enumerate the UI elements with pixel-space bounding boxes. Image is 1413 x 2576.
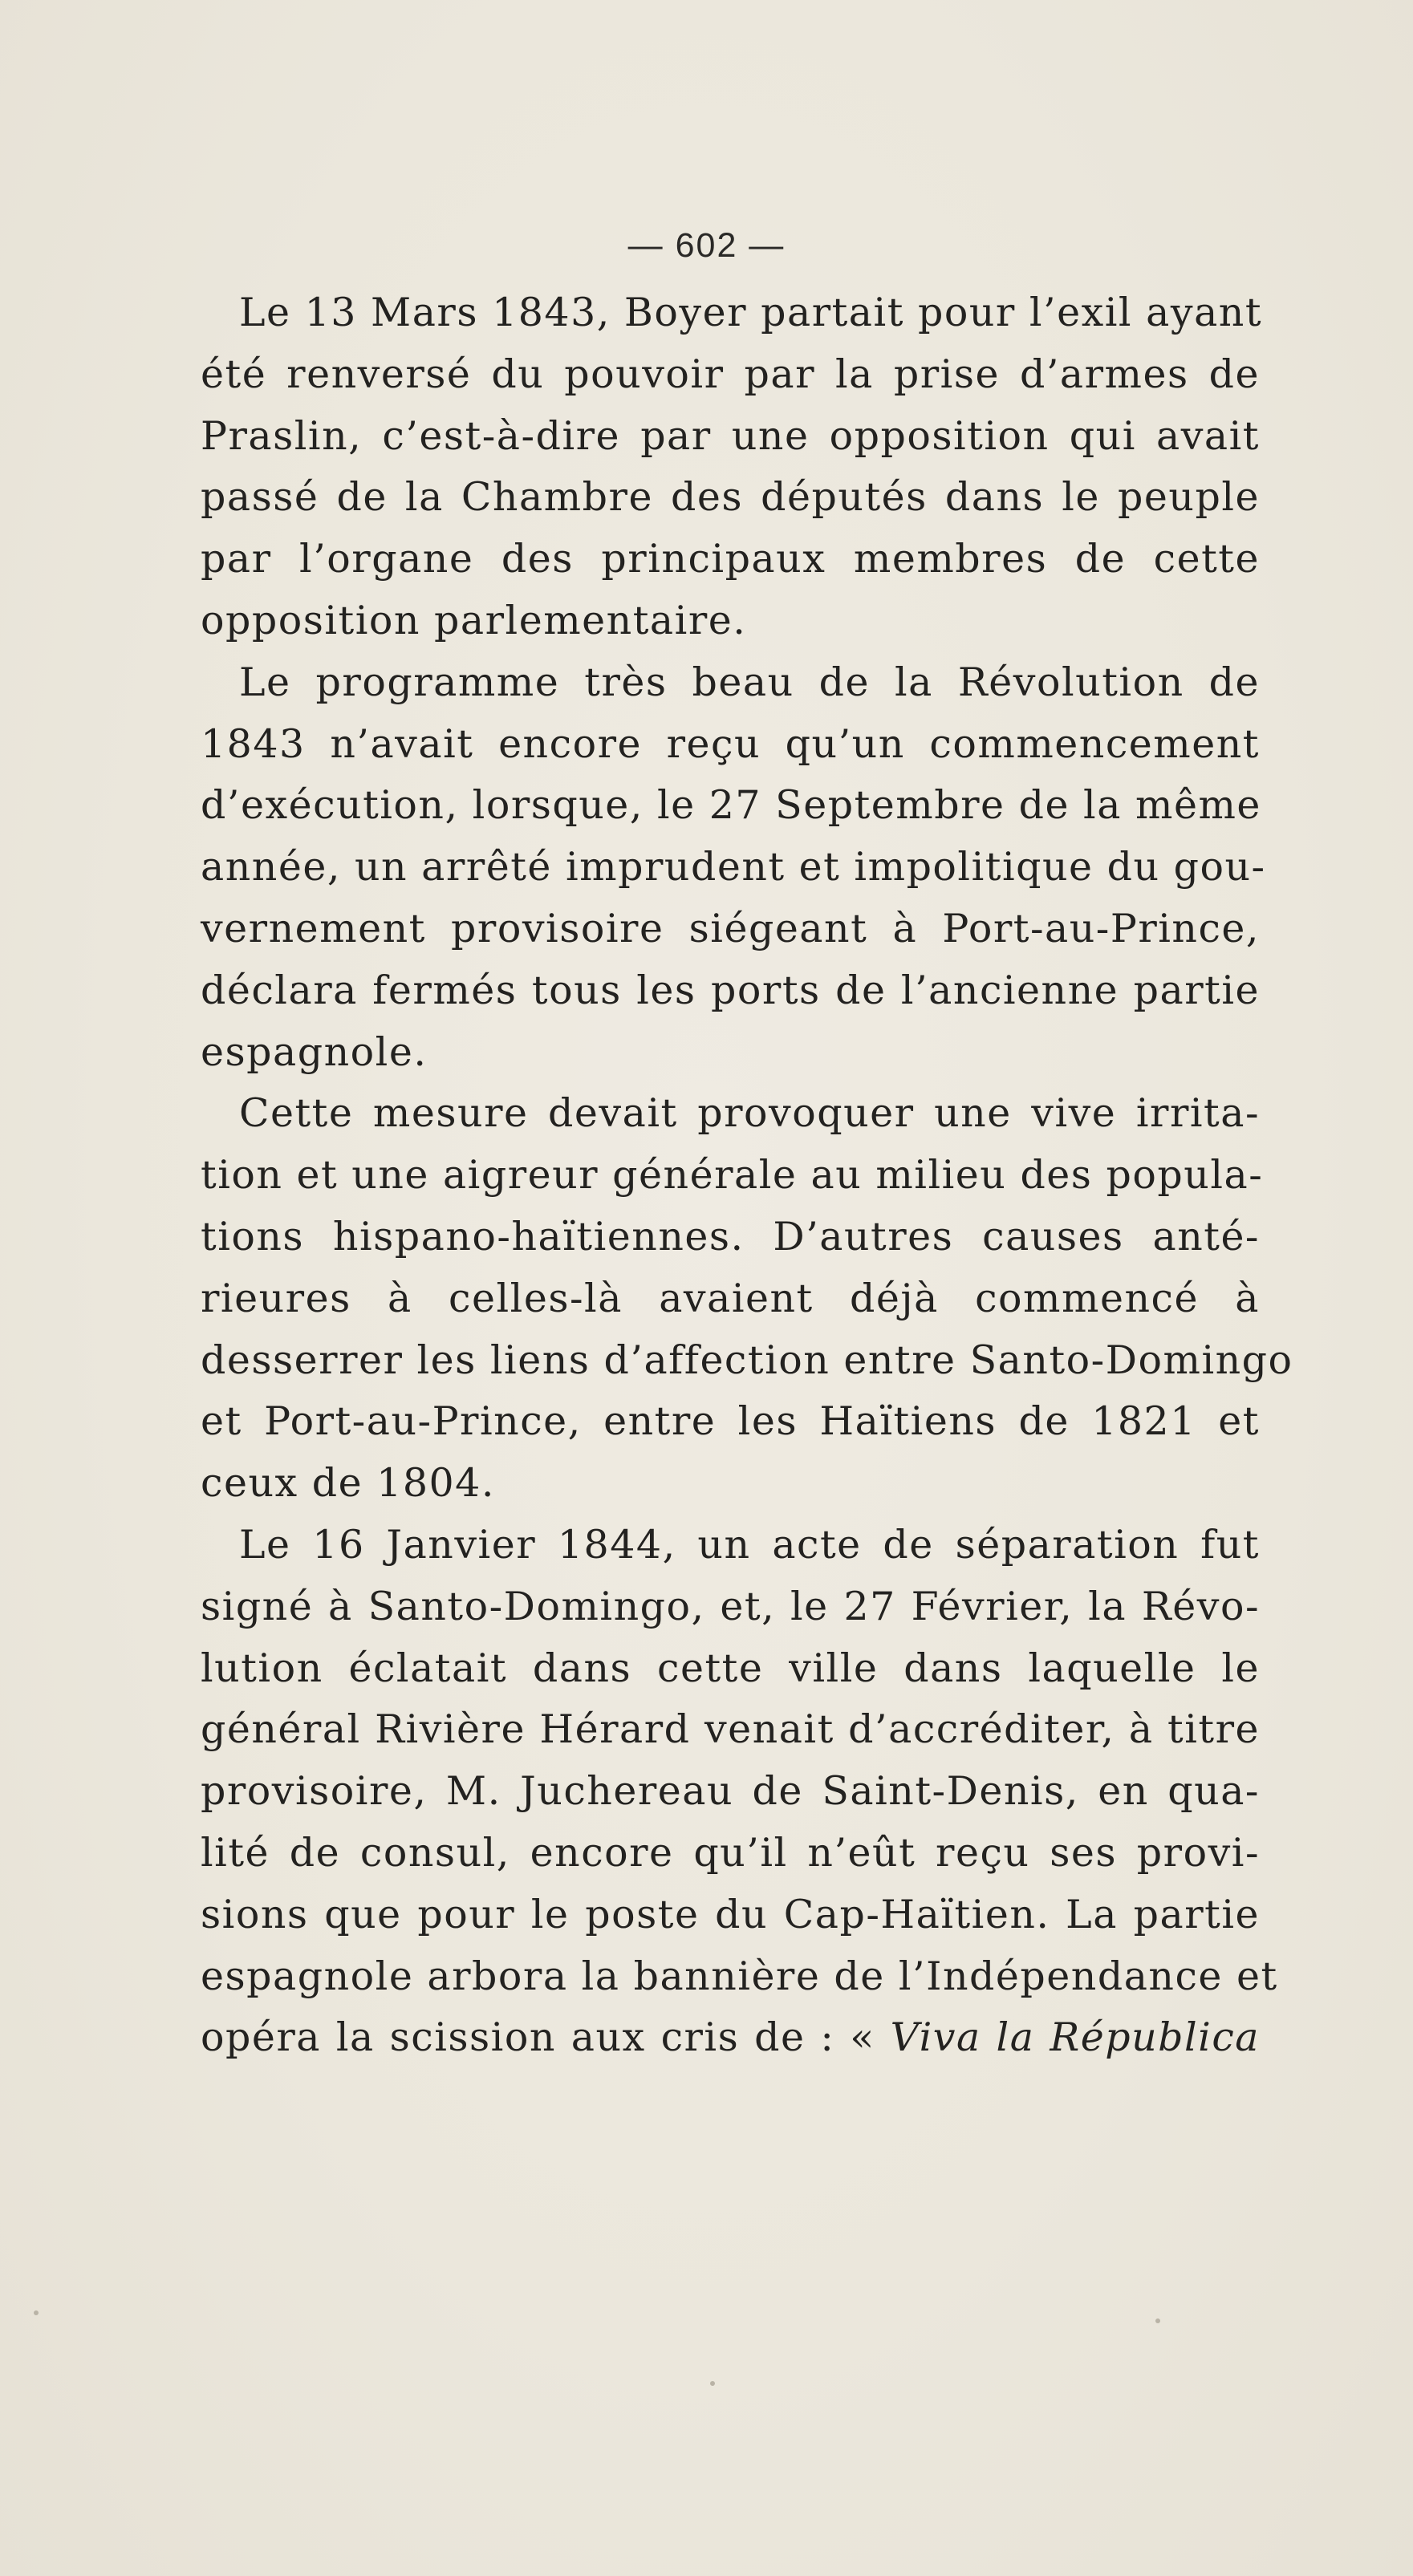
text-line: desserrer les liens d’affection entre Santo-Domingo bbox=[201, 1337, 1293, 1383]
text-line: signé à Santo-Domingo, et, le 27 Février, la Révo- bbox=[201, 1583, 1260, 1629]
text-line: été renversé du pouvoir par la prise d’armes de bbox=[201, 351, 1260, 397]
text-line: ceux de 1804. bbox=[201, 1460, 495, 1507]
text-line: passé de la Chambre des députés dans le peuple bbox=[201, 474, 1260, 521]
final-line-roman: opéra la scission aux cris de : « bbox=[201, 2014, 875, 2061]
text-line: et Port-au-Prince, entre les Haïtiens de 1821 et bbox=[201, 1398, 1260, 1445]
text-line: Cette mesure devait provoquer une vive irrita- bbox=[239, 1090, 1260, 1137]
body-text bbox=[201, 282, 1293, 2069]
text-line: sions que pour le poste du Cap-Haïtien. La partie bbox=[201, 1891, 1260, 1937]
text-line: opposition parlementaire. bbox=[201, 597, 747, 643]
text-line: 1843 n’avait encore reçu qu’un commencement bbox=[201, 720, 1260, 767]
text-line: lité de consul, encore qu’il n’eût reçu ses provi- bbox=[201, 1829, 1260, 1876]
text-line: Praslin, c’est-à-dire par une opposition qui avait bbox=[201, 412, 1260, 459]
text-line: année, un arrêté imprudent et impolitique du gou- bbox=[201, 844, 1266, 890]
text-line: tion et une aigreur générale au milieu des popula- bbox=[201, 1152, 1264, 1199]
text-line: d’exécution, lorsque, le 27 Septembre de la même bbox=[201, 782, 1261, 829]
text-line: vernement provisoire siégeant à Port-au-Prince, bbox=[201, 905, 1260, 951]
paper-speck bbox=[1155, 2318, 1160, 2323]
text-line: Le 16 Janvier 1844, un acte de séparation fut bbox=[239, 1521, 1260, 1568]
text-line: Le programme très beau de la Révolution de bbox=[239, 659, 1260, 705]
text-line: provisoire, M. Juchereau de Saint-Denis, en qua- bbox=[201, 1768, 1260, 1815]
paper-speck bbox=[710, 2381, 715, 2386]
text-line: espagnole arbora la bannière de l’Indépendance et bbox=[201, 1953, 1278, 1999]
text-line: Le 13 Mars 1843, Boyer partait pour l’exil ayant bbox=[239, 290, 1263, 335]
text-line: lution éclatait dans cette ville dans laquelle le bbox=[201, 1645, 1260, 1691]
text-line: espagnole. bbox=[201, 1028, 428, 1075]
text-line: général Rivière Hérard venait d’accréditer, à titre bbox=[201, 1706, 1260, 1753]
text-line: rieures à celles-là avaient déjà commencé à bbox=[201, 1275, 1260, 1321]
text-line: déclara fermés tous les ports de l’ancienne partie bbox=[201, 967, 1260, 1013]
text-line-final bbox=[201, 2007, 1260, 2069]
final-line-italic: Viva la Républica bbox=[890, 2014, 1260, 2061]
paper-speck bbox=[34, 2310, 39, 2315]
text-line: par l’organe des principaux membres de cette bbox=[201, 536, 1260, 582]
page-number: — 602 — bbox=[627, 226, 786, 265]
text-line: tions hispano-haïtiennes. D’autres causes anté- bbox=[201, 1213, 1260, 1260]
